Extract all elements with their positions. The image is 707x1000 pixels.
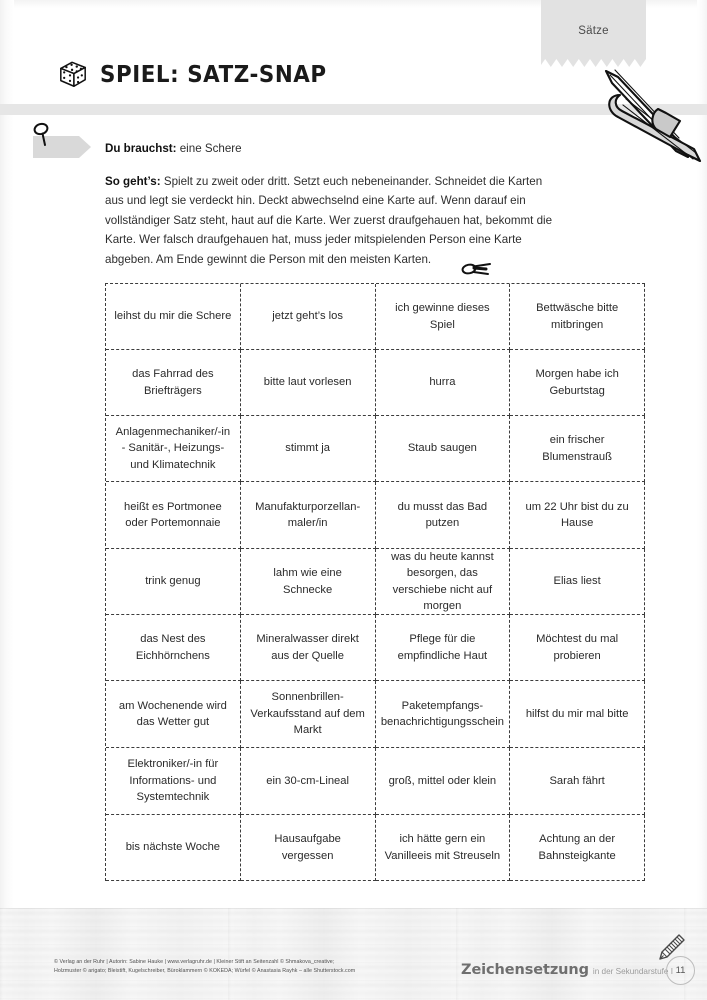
page-title: SPIEL: SATZ-SNAP xyxy=(100,62,327,88)
table-row xyxy=(106,748,645,815)
footer-brand-subtitle: in der Sekundarstufe I xyxy=(592,967,673,976)
chapter-tab xyxy=(541,0,646,58)
copyright-line-2: Holzmuster © arigato; Bleistift, Kugelschreiber, Büroklammern © KOKEDA; Würfel © Anastasia Rayhk – alle Shutterstock.com xyxy=(54,967,356,974)
card-cell[interactable]: jetzt geht’s los xyxy=(241,284,376,350)
card-cell[interactable]: trink genug xyxy=(106,549,241,615)
wood-texture-band xyxy=(0,908,707,1000)
dice-icon xyxy=(58,60,88,90)
materials-line xyxy=(105,139,553,159)
card-cell[interactable]: Paketempfangs-benachrichtigungsschein xyxy=(376,681,511,748)
card-cell[interactable]: bitte laut vorlesen xyxy=(241,350,376,416)
table-row xyxy=(106,815,645,881)
card-cell[interactable]: Mineralwasser direkt aus der Quelle xyxy=(241,615,376,681)
materials-label: Du brauchst: xyxy=(105,142,177,155)
card-cell[interactable]: Achtung an der Bahnsteigkante xyxy=(510,815,645,881)
card-cell[interactable]: Anlagenmechaniker/-in - Sanitär-, Heizungs- und Klimatechnik xyxy=(106,416,241,482)
footer-brand xyxy=(461,962,673,978)
card-cell[interactable]: bis nächste Woche xyxy=(106,815,241,881)
card-cell[interactable]: stimmt ja xyxy=(241,416,376,482)
page-title-row xyxy=(58,60,344,90)
copyright-notice xyxy=(54,958,434,975)
card-cell[interactable]: ein 30-cm-Lineal xyxy=(241,748,376,815)
table-row xyxy=(106,284,645,350)
card-cell[interactable]: Pflege für die empfindliche Haut xyxy=(376,615,511,681)
copyright-line-1: © Verlag an der Ruhr | Autorin: Sabine Hauke | www.verlagruhr.de | Kleiner Stift an Seitenzahl © Shmakova_creative; xyxy=(54,959,335,966)
card-cell[interactable]: Staub saugen xyxy=(376,416,511,482)
instructions-block xyxy=(105,139,553,269)
card-cell[interactable]: Sarah fährt xyxy=(510,748,645,815)
card-cell[interactable]: heißt es Portmonee oder Portemonnaie xyxy=(106,482,241,549)
card-cell[interactable]: Hausaufgabe vergessen xyxy=(241,815,376,881)
table-row xyxy=(106,482,645,549)
footer-brand-title: Zeichensetzung xyxy=(461,962,589,978)
cut-line-scissors-icon xyxy=(460,259,494,281)
card-cell[interactable]: Manufakturporzellan-maler/in xyxy=(241,482,376,549)
card-cell[interactable]: Elias liest xyxy=(510,549,645,615)
card-grid xyxy=(105,283,645,881)
card-cell[interactable]: lahm wie eine Schnecke xyxy=(241,549,376,615)
card-cell[interactable]: Sonnenbrillen-Verkaufsstand auf dem Markt xyxy=(241,681,376,748)
paper-edge-left xyxy=(0,0,14,1000)
table-row xyxy=(106,681,645,748)
card-cell[interactable]: leihst du mir die Schere xyxy=(106,284,241,350)
scissors-icon xyxy=(596,57,707,185)
howto-line xyxy=(105,172,553,270)
pencil-icon xyxy=(653,932,687,966)
table-row xyxy=(106,615,645,681)
howto-text: Spielt zu zweit oder dritt. Setzt euch nebeneinander. Schneidet die Karten aus und legt sie verdeckt hin. Deckt abwechselnd eine Karte auf. Wenn darauf ein vollständiger Satz steht, haut auf die Karte. Wer zuerst draufgehauen hat, bekommt die Karte. Wer falsch draufgehauen hat, muss jeder mitspielenden Person eine Karte abgeben. Am Ende gewinnt die Person mit den meisten Karten. xyxy=(105,174,553,266)
card-cell[interactable]: du musst das Bad putzen xyxy=(376,482,511,549)
card-cell[interactable]: das Nest des Eichhörnchens xyxy=(106,615,241,681)
card-cell[interactable]: Morgen habe ich Geburtstag xyxy=(510,350,645,416)
card-cell[interactable]: das Fahrrad des Briefträgers xyxy=(106,350,241,416)
page-number: 11 xyxy=(666,956,695,985)
table-row xyxy=(106,549,645,615)
card-cell[interactable]: um 22 Uhr bist du zu Hause xyxy=(510,482,645,549)
card-cell[interactable]: Möchtest du mal probieren xyxy=(510,615,645,681)
card-cell[interactable]: groß, mittel oder klein xyxy=(376,748,511,815)
wood-band-top-edge xyxy=(0,908,707,909)
card-cell[interactable]: ein frischer Blumenstrauß xyxy=(510,416,645,482)
table-row xyxy=(106,416,645,482)
pushpin-icon xyxy=(30,121,56,147)
card-cell[interactable]: hilfst du mir mal bitte xyxy=(510,681,645,748)
card-cell[interactable]: am Wochenende wird das Wetter gut xyxy=(106,681,241,748)
howto-label: So geht’s: xyxy=(105,174,161,188)
table-row xyxy=(106,350,645,416)
card-cell[interactable]: was du heute kannst besorgen, das verschiebe nicht auf morgen xyxy=(376,549,511,615)
card-cell[interactable]: ich hätte gern ein Vanilleeis mit Streuseln xyxy=(376,815,511,881)
card-cell[interactable]: Bettwäsche bitte mitbringen xyxy=(510,284,645,350)
card-cell[interactable]: ich gewinne dieses Spiel xyxy=(376,284,511,350)
card-cell[interactable]: hurra xyxy=(376,350,511,416)
materials-text: eine Schere xyxy=(176,142,242,155)
card-cell[interactable]: Elektroniker/-in für Informations- und Systemtechnik xyxy=(106,748,241,815)
paragraph-gap xyxy=(105,159,553,172)
chapter-tab-label: Sätze xyxy=(578,25,609,37)
